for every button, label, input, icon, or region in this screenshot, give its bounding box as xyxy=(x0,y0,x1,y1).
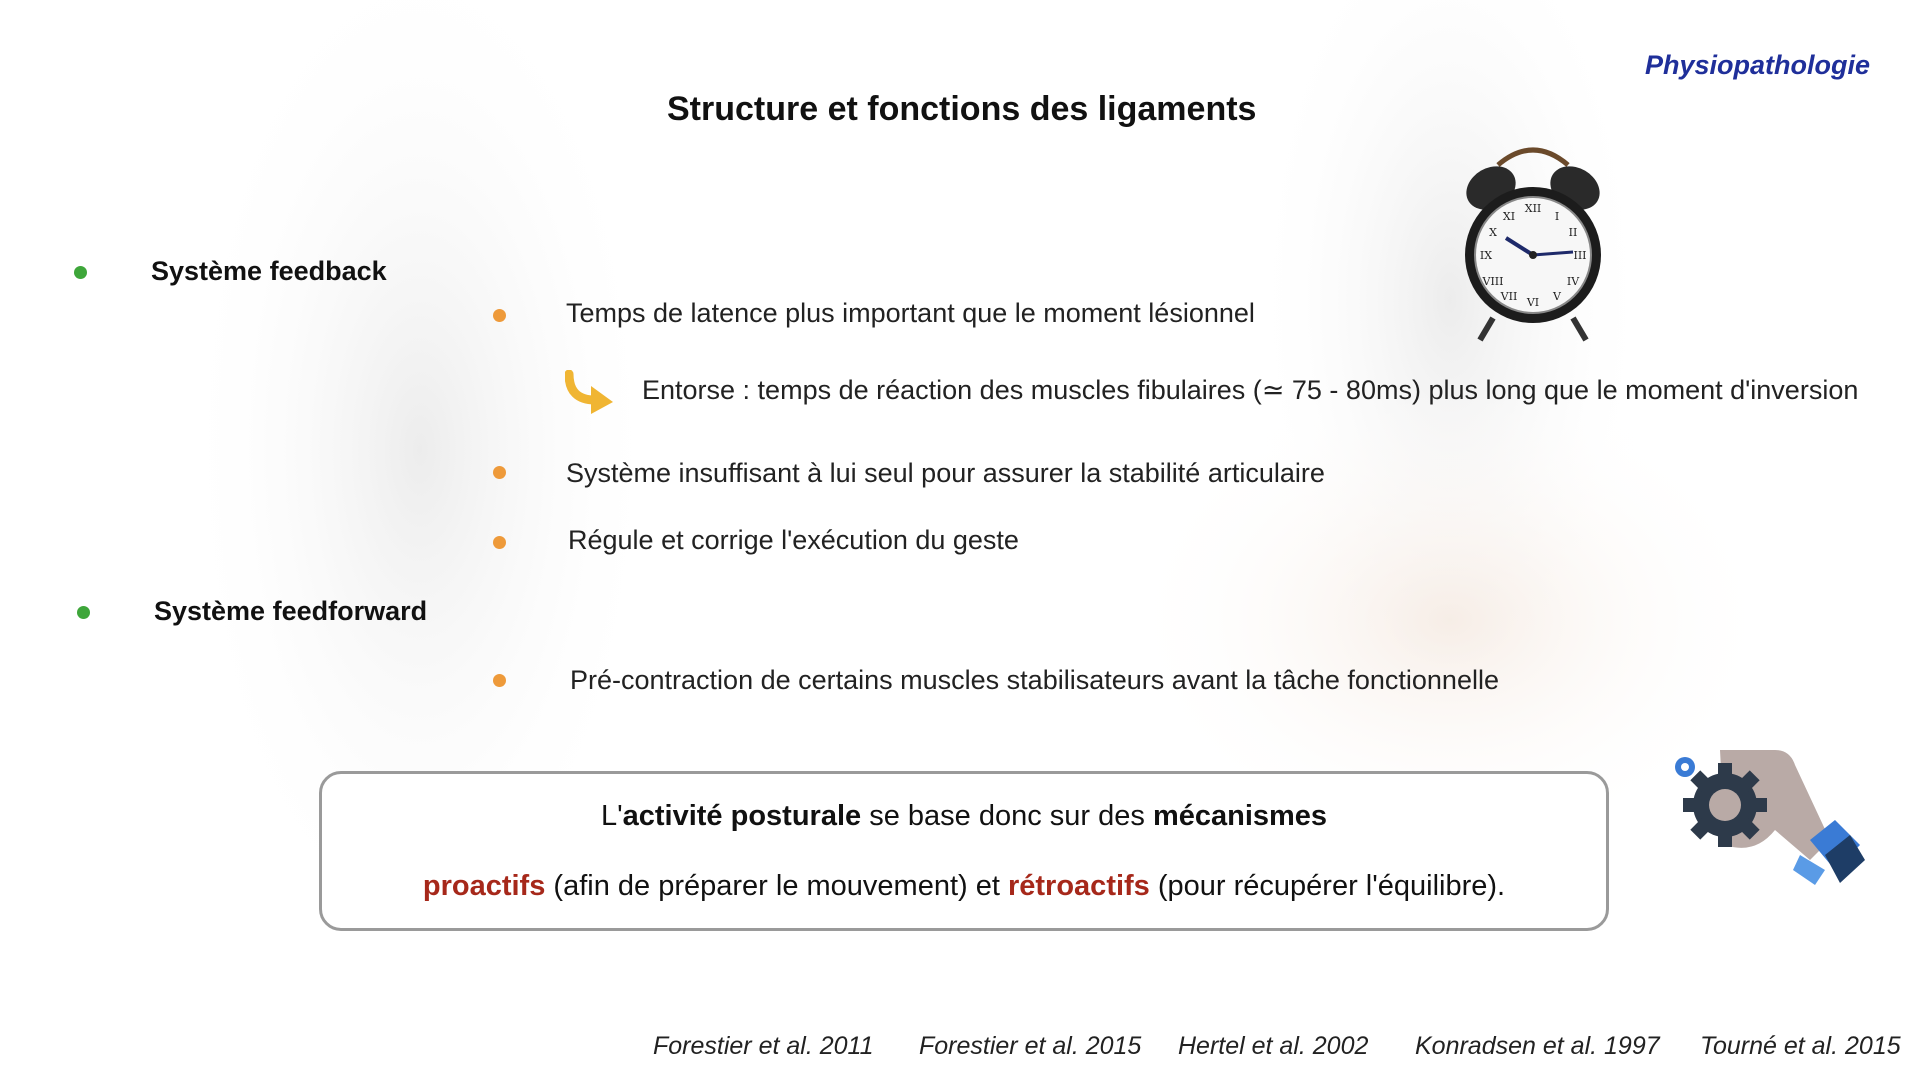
svg-text:III: III xyxy=(1573,249,1587,262)
svg-text:VIII: VIII xyxy=(1482,275,1504,288)
brand-label: Physiopathologie xyxy=(1645,50,1871,80)
svg-text:VI: VI xyxy=(1526,296,1540,309)
page-title: Structure et fonctions des ligaments xyxy=(667,90,1257,128)
gear-hand-icon xyxy=(1665,745,1865,915)
summary-text: (afin de préparer le mouvement) et xyxy=(545,870,1008,902)
svg-text:I: I xyxy=(1554,210,1560,223)
svg-text:XII: XII xyxy=(1524,202,1542,215)
bullet-icon xyxy=(77,606,90,619)
feedforward-heading: Système feedforward xyxy=(154,596,428,626)
reference-citation: Tourné et al. 2015 xyxy=(1700,1032,1901,1060)
feedback-heading: Système feedback xyxy=(151,256,387,286)
summary-box xyxy=(319,771,1609,931)
list-item: Pré-contraction de certains muscles stabilisateurs avant la tâche fonctionnelle xyxy=(570,665,1499,695)
summary-text: se base donc sur des xyxy=(861,800,1153,832)
summary-text: (pour récupérer l'équilibre). xyxy=(1149,870,1506,902)
bullet-icon xyxy=(493,466,506,479)
summary-emphasis-red: rétroactifs xyxy=(1007,870,1150,902)
svg-text:II: II xyxy=(1568,226,1578,239)
list-item: Entorse : temps de réaction des muscles fibulaires (≃ 75 - 80ms) plus long que le moment d'inversion xyxy=(642,375,1859,405)
list-item: Système insuffisant à lui seul pour assurer la stabilité articulaire xyxy=(566,458,1325,488)
reference-citation: Hertel et al. 2002 xyxy=(1178,1032,1369,1060)
list-item: Temps de latence plus important que le moment lésionnel xyxy=(566,298,1255,328)
reference-citation: Forestier et al. 2015 xyxy=(919,1032,1142,1060)
summary-emphasis-red: proactifs xyxy=(422,870,546,902)
summary-emphasis: mécanismes xyxy=(1152,800,1328,832)
bullet-icon xyxy=(493,309,506,322)
summary-emphasis: activité posturale xyxy=(622,800,862,832)
bullet-icon xyxy=(493,674,506,687)
svg-text:VII: VII xyxy=(1500,290,1518,303)
reference-citation: Konradsen et al. 1997 xyxy=(1415,1032,1660,1060)
bullet-icon xyxy=(493,536,506,549)
alarm-clock-icon xyxy=(1458,140,1608,350)
svg-text:X: X xyxy=(1489,226,1497,239)
summary-line-1 xyxy=(322,800,1606,833)
curved-arrow-icon xyxy=(565,370,617,416)
reference-citation: Forestier et al. 2011 xyxy=(653,1032,874,1060)
svg-text:V: V xyxy=(1553,290,1561,303)
svg-text:IX: IX xyxy=(1479,249,1493,262)
summary-line-2 xyxy=(322,870,1606,903)
bullet-icon xyxy=(74,266,87,279)
svg-text:XI: XI xyxy=(1502,210,1516,223)
svg-text:IV: IV xyxy=(1566,275,1580,288)
list-item: Régule et corrige l'exécution du geste xyxy=(568,525,1019,555)
summary-text: L' xyxy=(600,800,623,832)
